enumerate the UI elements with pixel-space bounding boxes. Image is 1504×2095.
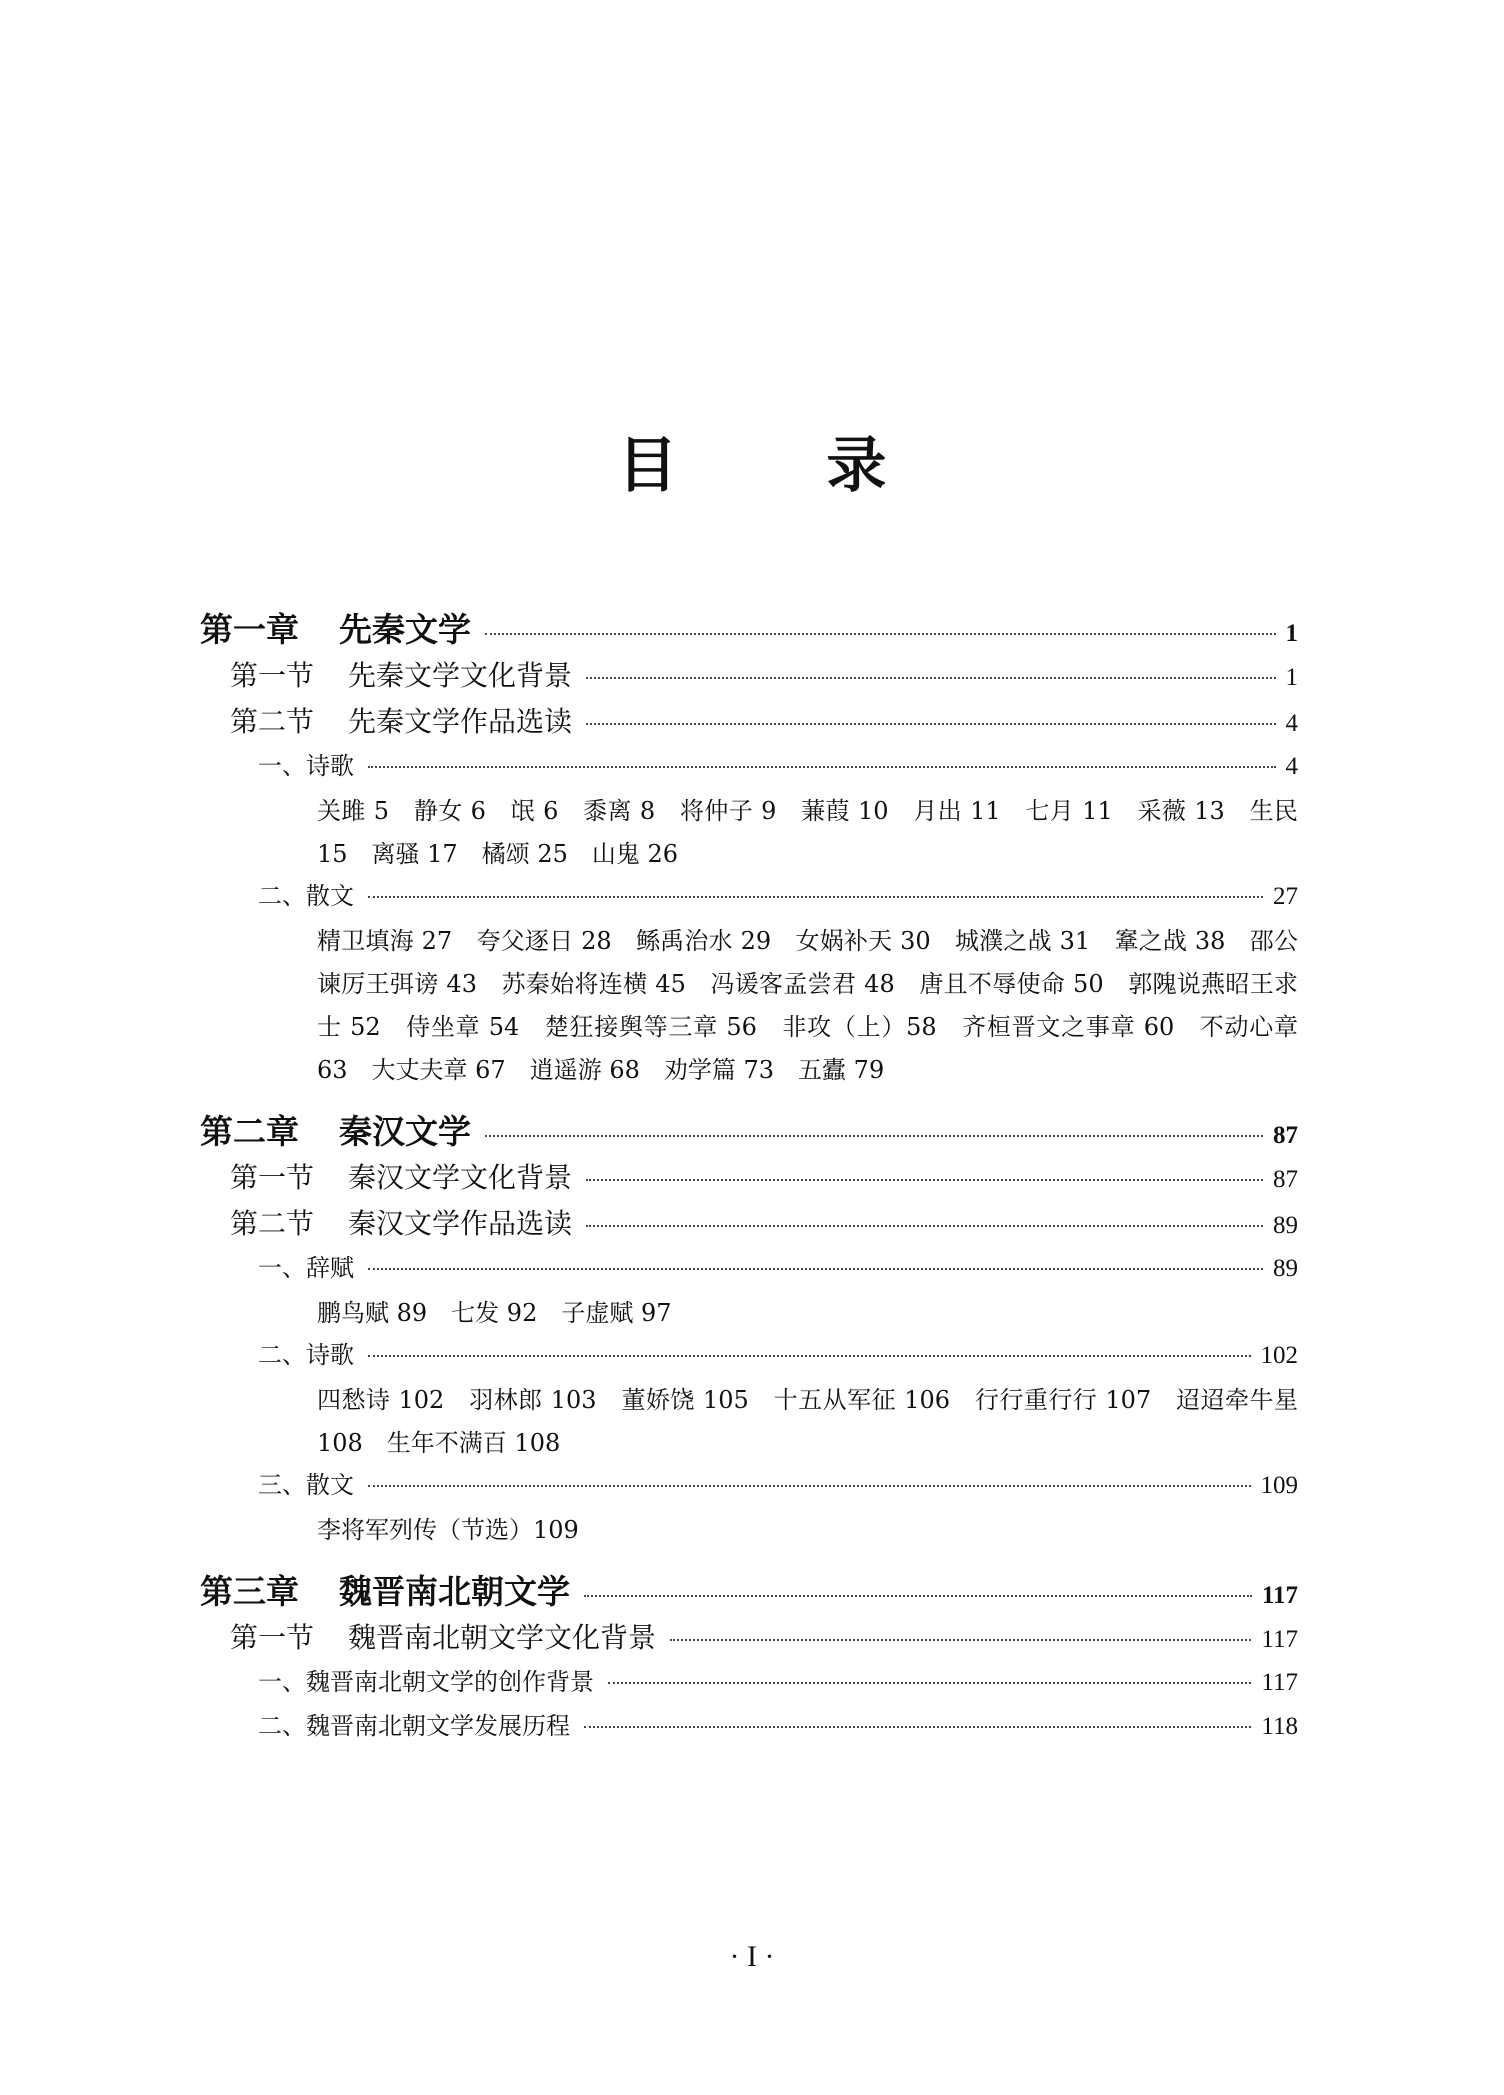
page-title: 目 录 [617,431,951,501]
toc-section[interactable] [230,654,1298,700]
toc-subsection[interactable] [258,1335,1298,1379]
section-number: 第二节 [230,1207,315,1240]
leader-dots [586,1225,1263,1227]
page-number: 1 [1285,620,1298,647]
chapter-number: 第二章 [200,1112,299,1151]
subsection-title: 二、魏晋南北朝文学发展历程 [258,1712,570,1740]
toc-subsection[interactable] [258,1465,1298,1509]
page-number: 89 [1273,1255,1298,1282]
page-number: 118 [1261,1713,1298,1740]
leader-dots [368,1355,1251,1357]
works-list: 鹏鸟赋 89 七发 92 子虚赋 97 [317,1299,672,1327]
section-number: 第一节 [230,1621,315,1654]
subsection-title: 一、辞赋 [258,1254,354,1282]
section-title: 秦汉文学文化背景 [348,1161,573,1194]
toc-subsection[interactable] [258,876,1298,920]
chapter-title: 秦汉文学 [339,1112,471,1151]
subsection-title: 三、散文 [258,1471,354,1499]
toc-section[interactable] [230,700,1298,746]
leader-dots [586,1179,1263,1181]
leader-dots [608,1682,1251,1684]
works-list: 四愁诗 102 羽林郎 103 董娇饶 105 十五从军征 106 行行重行行 107 迢迢牵牛星 108 生年不满百 108 [317,1386,1298,1457]
leader-dots [584,1595,1252,1597]
subsection-title: 二、诗歌 [258,1341,354,1369]
section-number: 第一节 [230,1161,315,1194]
toc-section[interactable] [230,1616,1298,1662]
page-number: 27 [1273,883,1298,910]
page-footer-number: · I · [729,1940,775,1973]
leader-dots [586,677,1275,679]
page-number: 1 [1285,664,1298,691]
chapter-title: 魏晋南北朝文学 [339,1572,570,1611]
leader-dots [368,896,1263,898]
section-number: 第二节 [230,705,315,738]
toc-chapter-1[interactable] [200,604,1298,654]
subsection-title: 二、散文 [258,882,354,910]
subsection-title: 一、诗歌 [258,752,354,780]
section-title: 先秦文学文化背景 [348,659,573,692]
page-number: 4 [1285,710,1298,737]
page-number: 109 [1260,1472,1298,1499]
leader-dots [368,1485,1251,1487]
toc-subsection[interactable] [258,1662,1298,1706]
leader-dots [368,766,1276,768]
chapter-number: 第一章 [200,610,299,649]
section-title: 魏晋南北朝文学文化背景 [348,1621,657,1654]
leader-dots [485,633,1276,635]
toc-subsection[interactable] [258,1706,1298,1750]
page-number: 117 [1261,1669,1298,1696]
leader-dots [485,1135,1263,1137]
section-number: 第一节 [230,659,315,692]
page-number: 117 [1261,1626,1298,1653]
page-number: 102 [1260,1342,1298,1369]
subsection-title: 一、魏晋南北朝文学的创作背景 [258,1668,594,1696]
toc-chapter-3[interactable] [200,1566,1298,1616]
works-list: 关雎 5 静女 6 氓 6 黍离 8 将仲子 9 蒹葭 10 月出 11 七月 11 采薇 13 生民 15 离骚 17 橘颂 25 山鬼 26 [317,797,1298,868]
toc-subsection[interactable] [258,746,1298,790]
page-number: 117 [1261,1582,1298,1609]
toc-chapter-2[interactable] [200,1106,1298,1156]
works-list: 精卫填海 27 夸父逐日 28 鲧禹治水 29 女娲补天 30 城濮之战 31 鞌之战 38 邵公谏厉王弭谤 43 苏秦始将连横 45 冯谖客孟尝君 48 唐且不辱使命 50 郭隗说燕昭王求士 52 侍坐章 54 楚狂接舆等三章 56 非攻（上）58 齐桓晋文之事章 60 不动心章 63 大丈夫章 67 逍遥游 68 劝学篇 73 五蠹 79 [317,927,1298,1084]
leader-dots [368,1268,1263,1270]
page-number: 89 [1273,1212,1298,1239]
chapter-title: 先秦文学 [339,610,471,649]
page-number: 87 [1273,1122,1298,1149]
toc-subsection[interactable] [258,1248,1298,1292]
works-list: 李将军列传（节选）109 [317,1516,579,1544]
toc-section[interactable] [230,1202,1298,1248]
leader-dots [670,1639,1251,1641]
page-number: 4 [1285,753,1298,780]
section-title: 先秦文学作品选读 [348,705,573,738]
chapter-number: 第三章 [200,1572,299,1611]
leader-dots [586,723,1275,725]
leader-dots [584,1726,1251,1728]
page-number: 87 [1273,1166,1298,1193]
table-of-contents [200,590,1298,1750]
section-title: 秦汉文学作品选读 [348,1207,573,1240]
toc-section[interactable] [230,1156,1298,1202]
